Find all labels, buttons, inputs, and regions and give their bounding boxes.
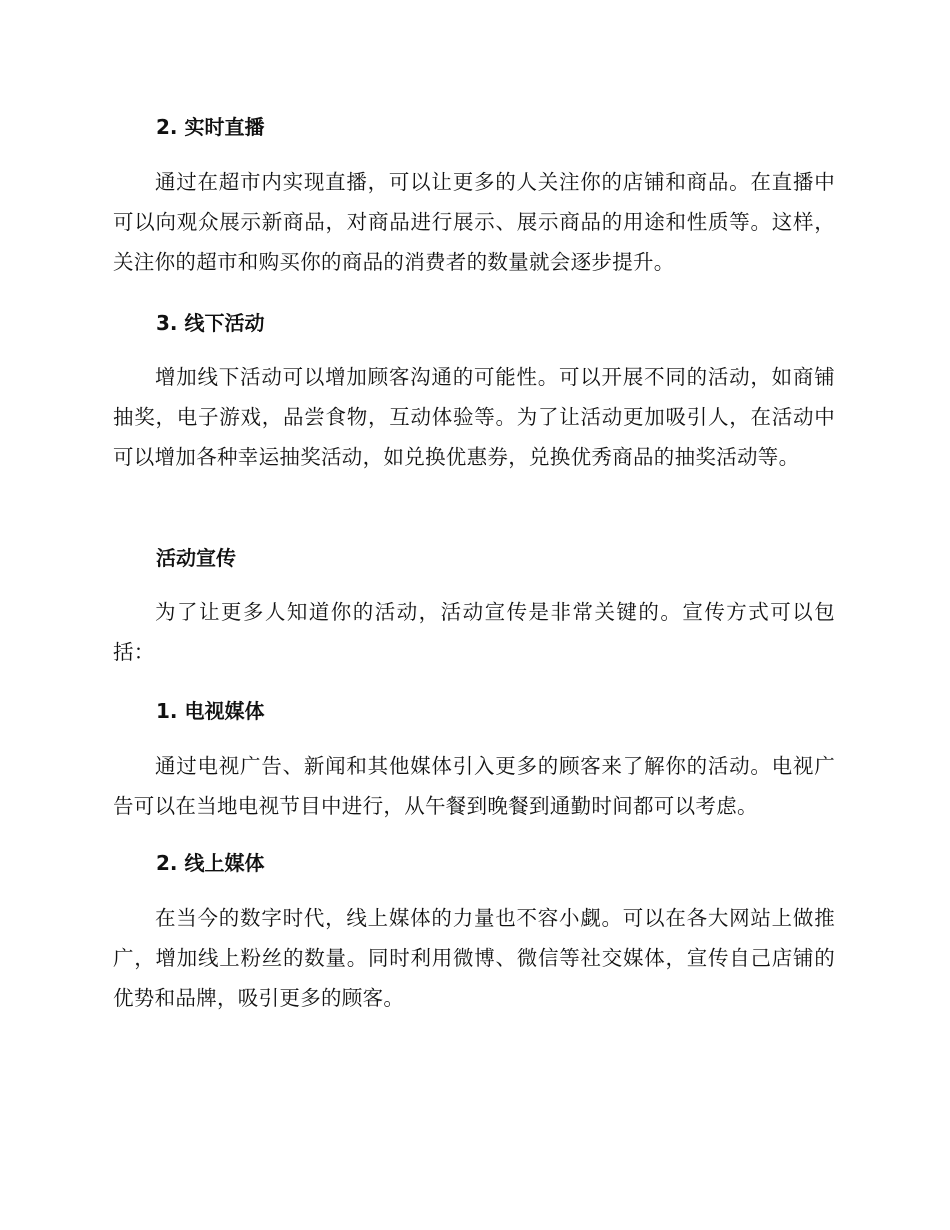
section-heading-online-media: 2. 线上媒体	[156, 851, 265, 875]
paragraph-live-stream: 通过在超市内实现直播，可以让更多的人关注你的店铺和商品。在直播中可以向观众展示新商品，对商品进行展示、展示商品的用途和性质等。这样，关注你的超市和购买你的商品的消费者的数量就会逐步提升。	[113, 170, 835, 274]
section-heading-offline-activities: 3. 线下活动	[156, 311, 265, 335]
section-heading-live-stream: 2. 实时直播	[156, 115, 265, 139]
section-heading-tv-media: 1. 电视媒体	[156, 699, 265, 723]
paragraph-promotion: 为了让更多人知道你的活动，活动宣传是非常关键的。宣传方式可以包括：	[113, 600, 835, 664]
section-heading-promotion: 活动宣传	[156, 546, 236, 570]
paragraph-tv-media: 通过电视广告、新闻和其他媒体引入更多的顾客来了解你的活动。电视广告可以在当地电视节目中进行，从午餐到晚餐到通勤时间都可以考虑。	[113, 754, 835, 818]
paragraph-offline-activities: 增加线下活动可以增加顾客沟通的可能性。可以开展不同的活动，如商铺抽奖，电子游戏，品尝食物，互动体验等。为了让活动更加吸引人，在活动中可以增加各种幸运抽奖活动，如兑换优惠券，兑换优秀商品的抽奖活动等。	[113, 365, 835, 469]
paragraph-online-media: 在当今的数字时代，线上媒体的力量也不容小觑。可以在各大网站上做推广，增加线上粉丝的数量。同时利用微博、微信等社交媒体，宣传自己店铺的优势和品牌，吸引更多的顾客。	[113, 906, 835, 1010]
